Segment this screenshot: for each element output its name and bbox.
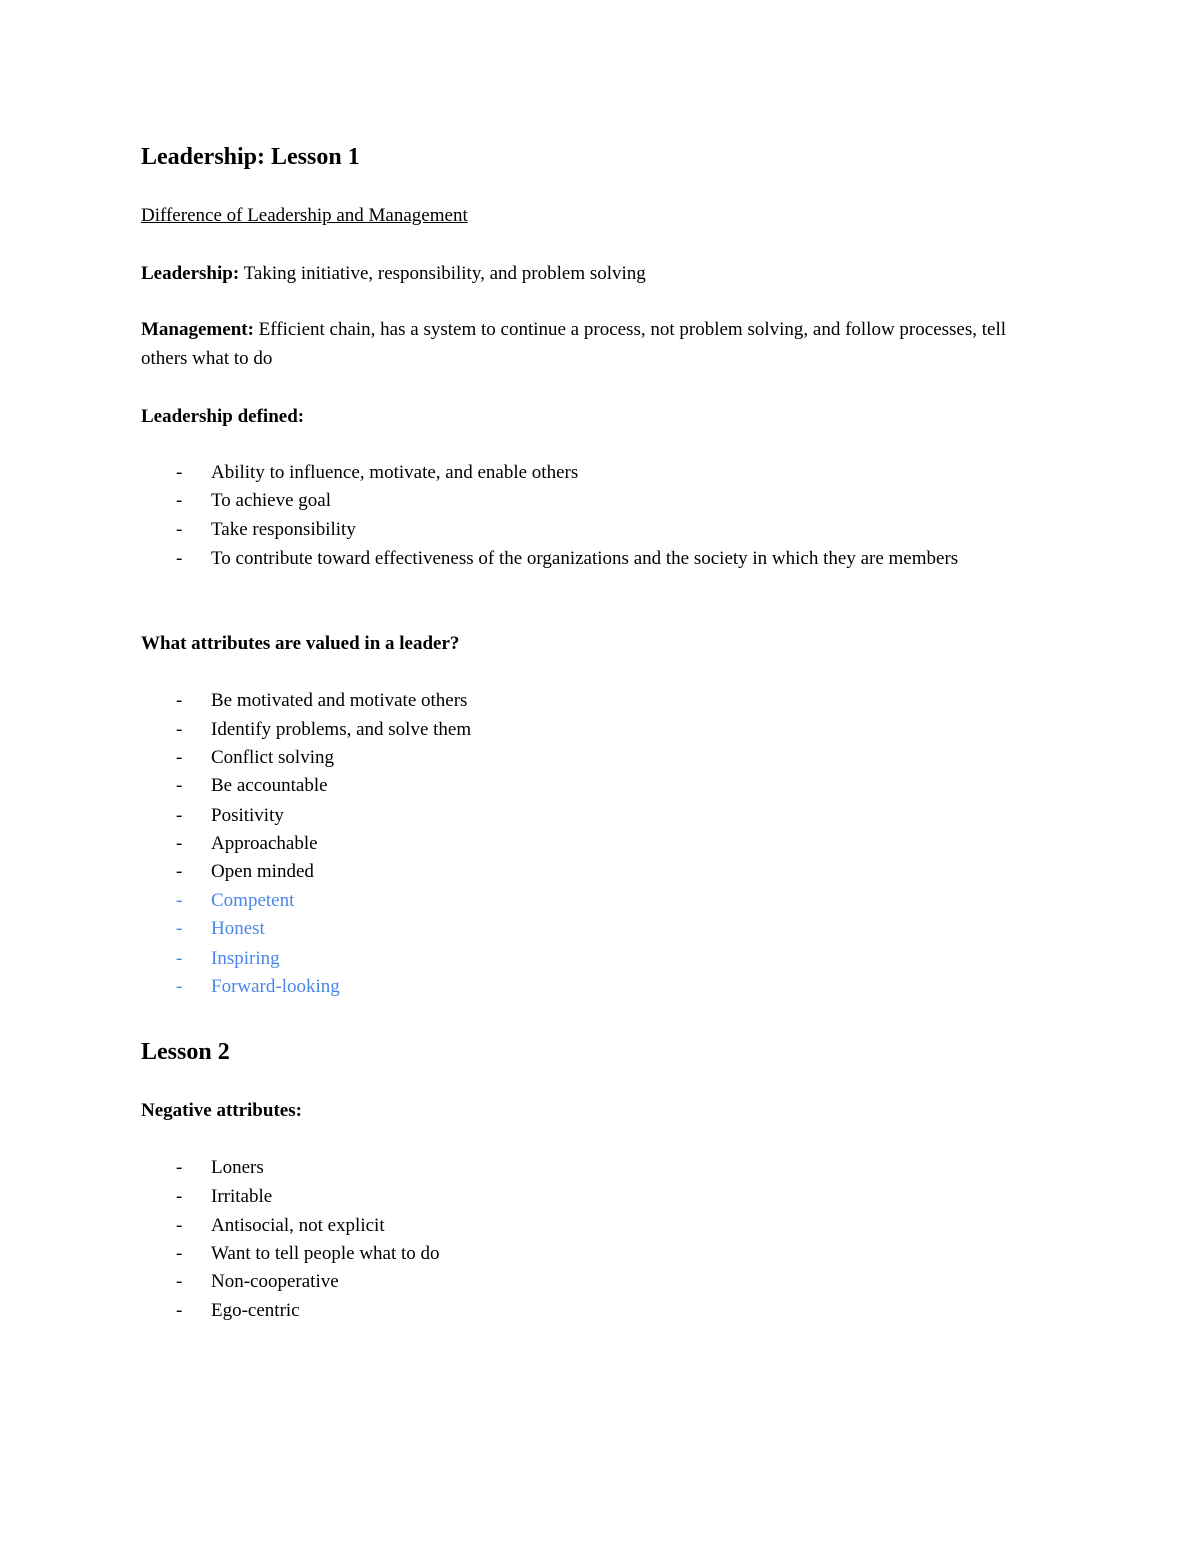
list-item-text: To contribute toward effectiveness of the organizations and the society in which they are members	[211, 548, 959, 569]
list-item-text: Identify problems, and solve them	[211, 719, 472, 740]
list-item-text: Open minded	[211, 861, 314, 882]
list-item-text: Approachable	[211, 833, 318, 854]
page-title: Leadership: Lesson 1	[141, 144, 360, 170]
list-item-text: Honest	[211, 918, 265, 939]
list-item-text: Be accountable	[211, 775, 328, 796]
management-term: Management:	[141, 319, 254, 340]
list-item-text: Positivity	[211, 805, 284, 826]
list-dash: -	[176, 747, 183, 768]
list-dash: -	[176, 1157, 183, 1178]
list-item-text: Irritable	[211, 1186, 273, 1207]
attributes-heading: What attributes are valued in a leader?	[141, 633, 460, 654]
list-dash: -	[176, 775, 183, 796]
list-dash: -	[176, 548, 183, 569]
list-dash: -	[176, 462, 183, 483]
list-item-text: Ability to influence, motivate, and enable others	[211, 462, 579, 483]
negative-attributes-heading: Negative attributes:	[141, 1100, 302, 1121]
list-item-text: Non-cooperative	[211, 1271, 339, 1292]
list-dash: -	[176, 1300, 183, 1321]
list-item-text: Antisocial, not explicit	[211, 1215, 385, 1236]
list-dash: -	[176, 948, 183, 969]
leadership-definition	[141, 260, 646, 288]
leadership-defined-heading: Leadership defined:	[141, 406, 305, 427]
list-item-text: Loners	[211, 1157, 264, 1178]
list-dash: -	[176, 1215, 183, 1236]
list-item-text: Ego-centric	[211, 1300, 300, 1321]
list-dash: -	[176, 890, 183, 911]
list-dash: -	[176, 833, 183, 854]
list-dash: -	[176, 1271, 183, 1292]
management-description: Efficient chain, has a system to continue a process, not problem solving, and follow processes, tell others what to do	[141, 319, 1007, 369]
list-item-text: Inspiring	[211, 948, 280, 969]
list-dash: -	[176, 1186, 183, 1207]
list-item-text: Be motivated and motivate others	[211, 690, 468, 711]
list-item-text: Conflict solving	[211, 747, 334, 768]
management-definition	[141, 316, 1021, 373]
list-item-text: Competent	[211, 890, 295, 911]
list-dash: -	[176, 805, 183, 826]
list-dash: -	[176, 918, 183, 939]
leadership-term: Leadership:	[141, 263, 240, 284]
list-dash: -	[176, 1243, 183, 1264]
list-item-text: To achieve goal	[211, 490, 332, 511]
leadership-description: Taking initiative, responsibility, and problem solving	[243, 263, 646, 284]
list-item-text: Want to tell people what to do	[211, 1243, 440, 1264]
list-item-text: Forward-looking	[211, 976, 340, 997]
list-dash: -	[176, 719, 183, 740]
list-dash: -	[176, 861, 183, 882]
list-item-text: Take responsibility	[211, 519, 356, 540]
list-dash: -	[176, 519, 183, 540]
section-subtitle: Difference of Leadership and Management	[141, 205, 468, 226]
list-dash: -	[176, 490, 183, 511]
lesson-2-title: Lesson 2	[141, 1039, 230, 1065]
list-dash: -	[176, 690, 183, 711]
list-dash: -	[176, 976, 183, 997]
